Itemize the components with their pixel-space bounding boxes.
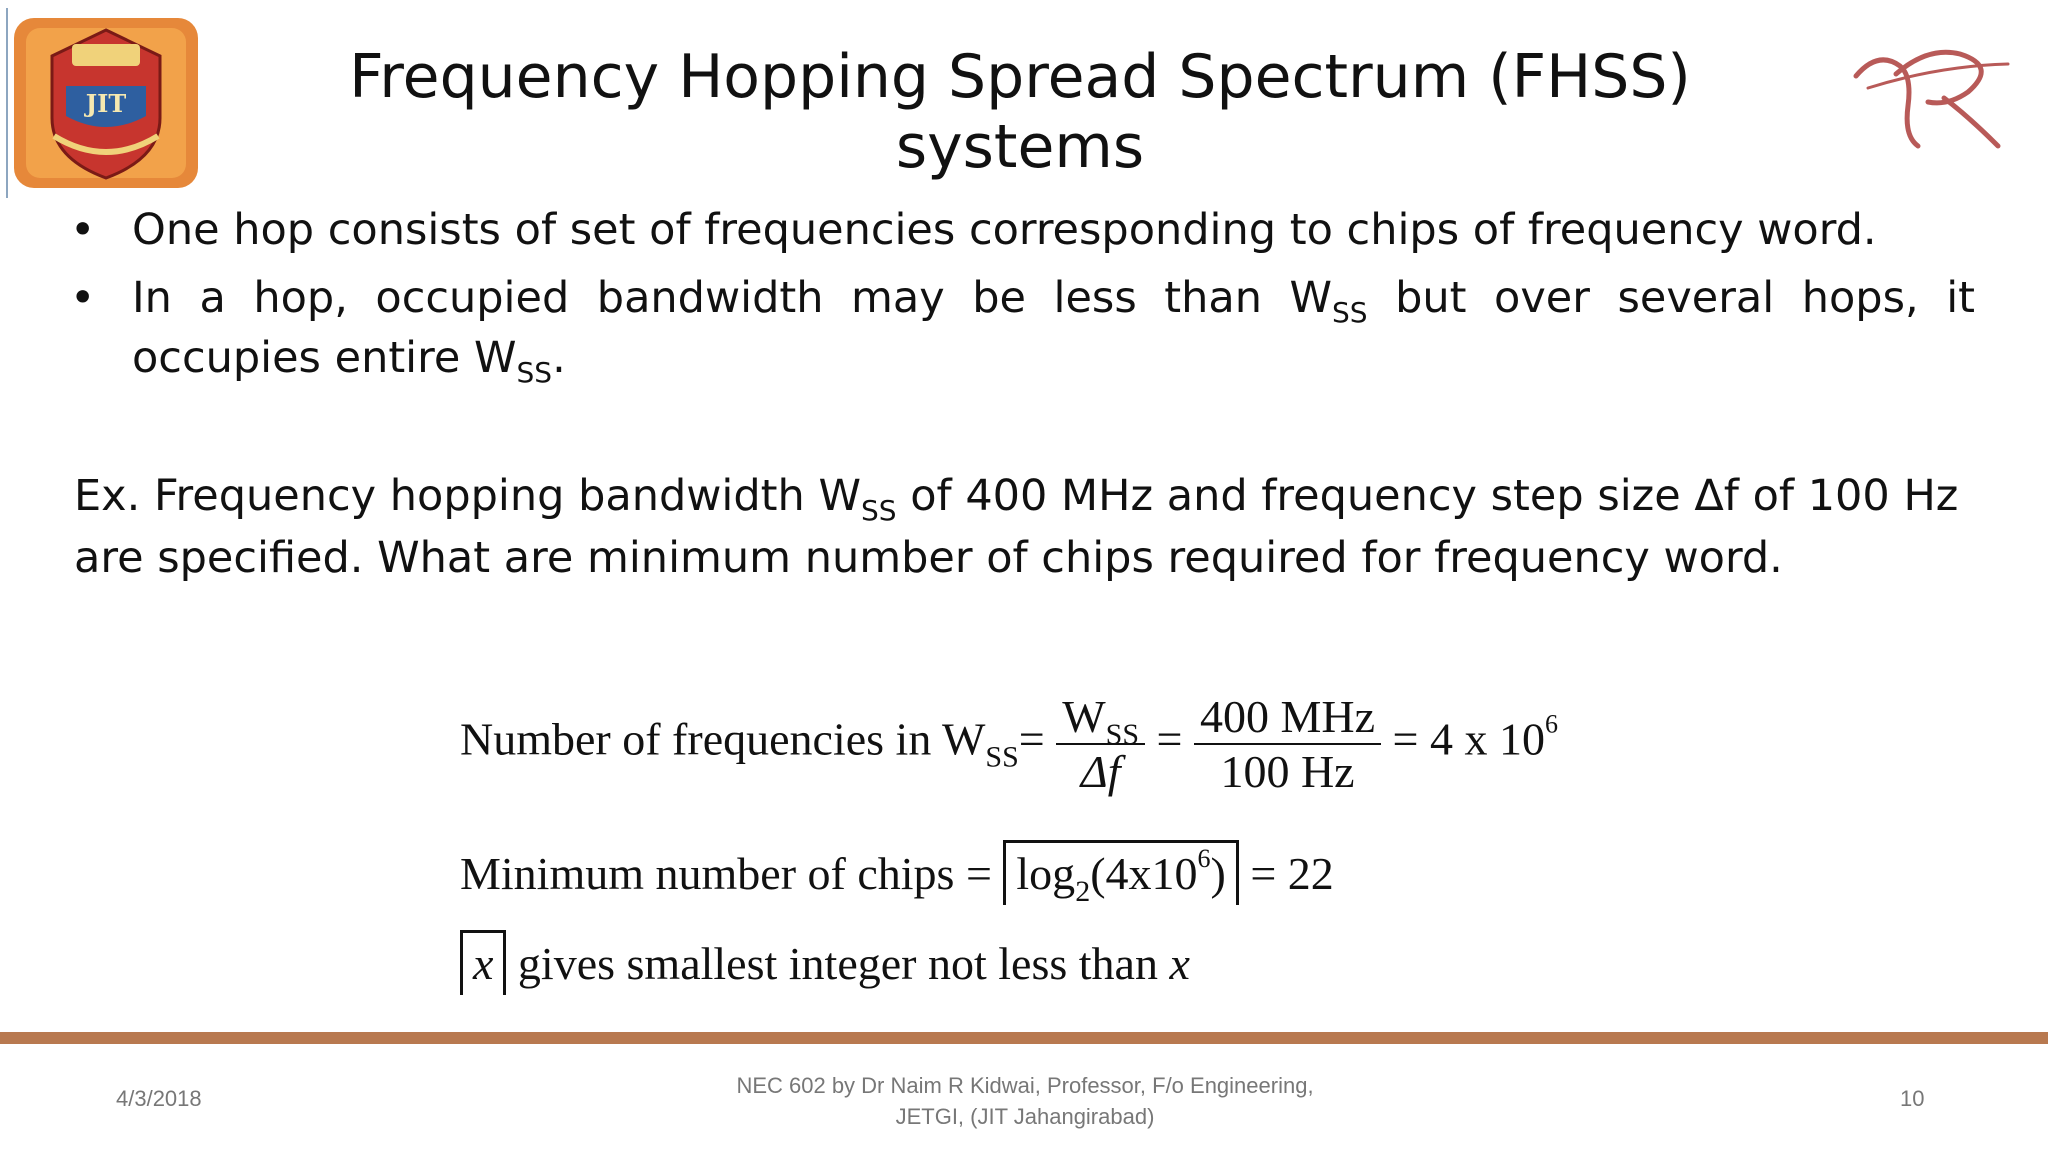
- footer-credit-line2: JETGI, (JIT Jahangirabad): [895, 1104, 1155, 1129]
- eq-result: = 4 x 10: [1392, 713, 1545, 765]
- fraction-denominator: 100 Hz: [1220, 746, 1355, 797]
- bullet-item: [70, 200, 1975, 260]
- eq-text: gives smallest integer not less than: [517, 938, 1170, 989]
- bullet-dot: •: [70, 273, 96, 323]
- institute-logo: [10, 8, 202, 194]
- footer-credit: [650, 1070, 1400, 1132]
- fraction-wss-over-df: [1056, 690, 1145, 798]
- slide-title: Frequency Hopping Spread Spectrum (FHSS) systems: [349, 42, 1691, 182]
- eq-equals: =: [1156, 713, 1183, 765]
- eq-equals: =: [1018, 713, 1045, 765]
- equation-number-of-frequencies: [460, 690, 1558, 798]
- bullet-text: In a hop, occupied bandwidth may be less than W: [132, 273, 1333, 323]
- bullet-dot: •: [70, 205, 96, 255]
- footer-date: 4/3/2018: [116, 1086, 202, 1111]
- signature-logo: [1848, 36, 2020, 156]
- equation-ceiling-definition: [460, 930, 1190, 995]
- example-part: of 400 MHz and frequency step size Δf of 100 Hz are specified. What are minimum number of chips required for frequency word.: [74, 471, 1959, 583]
- subscript: SS: [516, 356, 553, 389]
- subscript: SS: [860, 494, 897, 527]
- bullet-item: [70, 268, 1975, 388]
- ceiling-variable: x: [460, 930, 506, 995]
- logo-text: JIT: [85, 89, 127, 118]
- bullet-text: but over several hops, it occupies entire W: [132, 273, 1976, 383]
- page-number: 10: [1900, 1086, 1925, 1111]
- example-text: [74, 465, 1974, 589]
- subscript: SS: [1332, 296, 1368, 329]
- example-part: Ex. Frequency hopping bandwidth W: [74, 471, 861, 521]
- left-edge-line: [6, 8, 8, 198]
- eq-label: Number of frequencies in W: [460, 713, 986, 765]
- fraction-numerator: 400 MHz: [1194, 690, 1381, 745]
- subscript: SS: [985, 740, 1019, 774]
- fraction-denominator: Δf: [1080, 746, 1121, 797]
- fraction-values: [1194, 690, 1381, 798]
- footer-divider: [0, 1032, 2048, 1044]
- superscript: 6: [1544, 709, 1558, 739]
- bullet-text: One hop consists of set of frequencies corresponding to chips of frequency word.: [132, 205, 1877, 255]
- eq-result: = 22: [1250, 848, 1334, 899]
- bullet-list: [70, 200, 1975, 396]
- ceiling-brackets: $\log_2(4x10^6)$: [1003, 840, 1238, 905]
- eq-label: Minimum number of chips =: [460, 848, 992, 899]
- eq-variable: x: [1169, 938, 1190, 989]
- bullet-text: .: [552, 333, 566, 383]
- fraction-numerator: $W_{SS}$: [1056, 690, 1145, 745]
- equation-minimum-chips: [460, 840, 1334, 908]
- footer-credit-line1: NEC 602 by Dr Naim R Kidwai, Professor, F/o Engineering,: [736, 1073, 1314, 1098]
